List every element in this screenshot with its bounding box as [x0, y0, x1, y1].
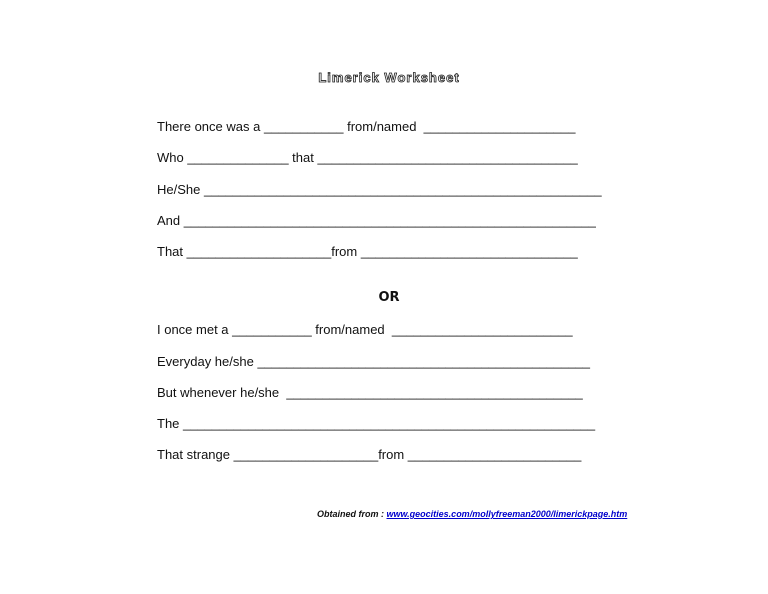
- limerick-a-line-5: That ____________________from ______________________________: [157, 244, 578, 259]
- limerick-b-line-2: Everyday he/she ______________________________________________: [157, 354, 591, 369]
- worksheet-title: Limerick Worksheet: [318, 70, 460, 85]
- limerick-a-line-4: And _________________________________________________________: [157, 213, 596, 228]
- limerick-b-line-5: That strange ____________________from ________________________: [157, 447, 582, 462]
- source-link[interactable]: www.geocities.com/mollyfreeman2000/limerickpage.htm: [386, 509, 628, 519]
- or-separator: OR: [378, 290, 400, 305]
- limerick-b-line-1: I once met a ___________ from/named _________________________: [157, 322, 573, 337]
- limerick-a-line-2: Who ______________ that ____________________________________: [157, 150, 578, 165]
- source-credit-prefix: Obtained from :: [317, 509, 387, 519]
- limerick-b-line-3: But whenever he/she _________________________________________: [157, 385, 583, 400]
- limerick-a-line-3: He/She _______________________________________________________: [157, 182, 602, 197]
- source-credit: [317, 509, 627, 519]
- limerick-a-line-1: There once was a ___________ from/named _____________________: [157, 119, 576, 134]
- limerick-b-line-4: The _________________________________________________________: [157, 416, 596, 431]
